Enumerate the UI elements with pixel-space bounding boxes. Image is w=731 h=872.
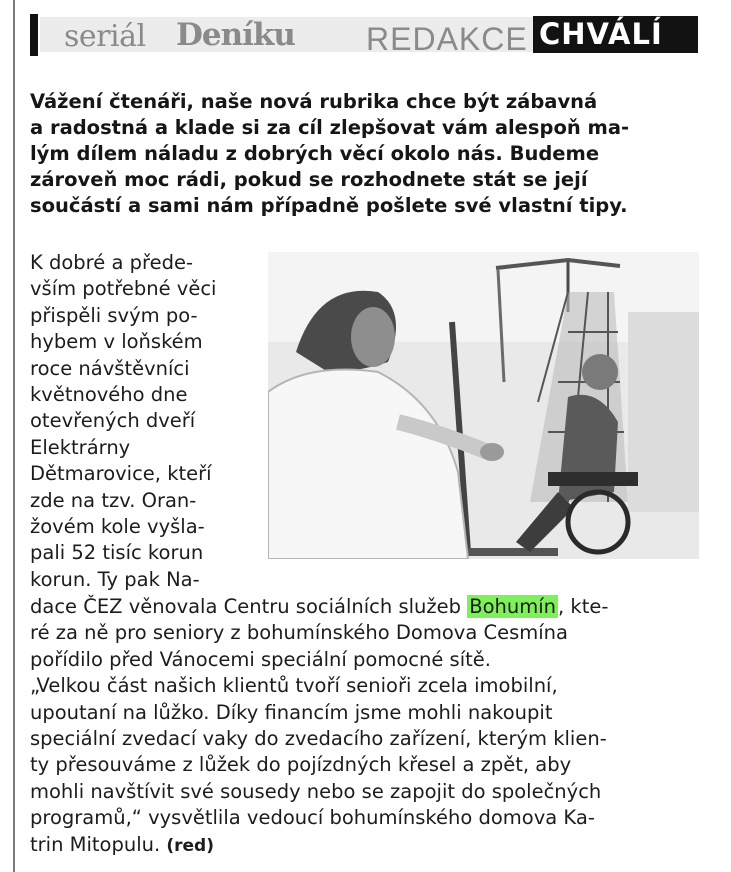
article-line: hybem v loňském xyxy=(30,330,203,354)
article-line: upoutaní na lůžko. Díky financím jsme mohli nakoupit xyxy=(30,700,553,724)
article-line: Dětmarovice, kteří xyxy=(30,462,212,486)
header-black-bar xyxy=(30,14,38,56)
article-line: mohli navštívit své sousedy nebo se zapojit do společných xyxy=(30,779,602,803)
header-deniku: Deníku xyxy=(176,17,295,53)
article-line: roce návštěvníci xyxy=(30,356,190,380)
article-line: K dobré a přede- xyxy=(30,251,193,274)
article-line: ty přesouváme z lůžek do pojízdných křesel a zpět, aby xyxy=(30,753,572,777)
intro-line: Vážení čtenáři, naše nová rubrika chce být zábavná xyxy=(30,90,598,113)
article-text: trin Mitopulu. xyxy=(30,832,167,856)
article-line: „Velkou část našich klientů tvoří senioři zcela imobilní, xyxy=(30,674,558,698)
article-line: přispěli svým po- xyxy=(30,303,198,327)
article-line: speciální zvedací vaky do zvedacího zařízení, kterým klien- xyxy=(30,726,607,750)
rubric-header xyxy=(30,14,696,56)
header-serial: seriál xyxy=(64,19,146,54)
highlighted-word-bohumin: Bohumín xyxy=(469,595,557,618)
article-photo xyxy=(268,252,699,559)
article-text: , kte- xyxy=(558,595,609,618)
article-full-width xyxy=(30,594,710,858)
intro-line: lým dílem náladu z dobrých věcí okolo nás. Budeme xyxy=(30,142,600,165)
header-gray-band xyxy=(40,17,562,57)
article-line: pořídilo před Vánocemi speciální pomocné sítě. xyxy=(30,647,491,671)
author-signature: (red) xyxy=(166,835,214,856)
article-line: zde na tzv. Oran- xyxy=(30,488,197,512)
intro-line: a radostná a klade si za cíl zlepšovat vám alespoň ma- xyxy=(30,116,630,139)
article-text: dace ČEZ věnovala Centru sociálních služeb xyxy=(30,595,468,618)
article-line: programů,“ vysvětlila vedoucí bohumínského domova Ka- xyxy=(30,806,595,830)
article-line: vším potřebné věci xyxy=(30,277,217,301)
page-left-rule xyxy=(13,0,15,872)
article-line: květnového dne xyxy=(30,382,188,406)
article-line: korun. Ty pak Na- xyxy=(30,567,200,591)
article-line: ré za ně pro seniory z bohumínského Domova Cesmína xyxy=(30,621,568,645)
header-chvali: CHVÁLÍ xyxy=(533,16,698,53)
article-line: otevřených dveří xyxy=(30,409,196,433)
article-left-column xyxy=(30,250,266,593)
intro-line: zároveň moc rádi, pokud se rozhodnete stát se její xyxy=(30,168,588,191)
article-line-with-highlight xyxy=(30,594,710,620)
article-last-line xyxy=(30,832,710,858)
photo-caregiver-lift-illustration xyxy=(268,252,699,559)
article-line: pali 52 tisíc korun xyxy=(30,541,204,565)
article-line: žovém kole vyšla- xyxy=(30,514,205,538)
intro-paragraph xyxy=(30,89,710,219)
header-redakce: REDAKCE xyxy=(366,21,528,57)
intro-line: součástí a sami nám případně pošlete své vlastní tipy. xyxy=(30,194,628,217)
article-line: Elektrárny xyxy=(30,435,131,459)
